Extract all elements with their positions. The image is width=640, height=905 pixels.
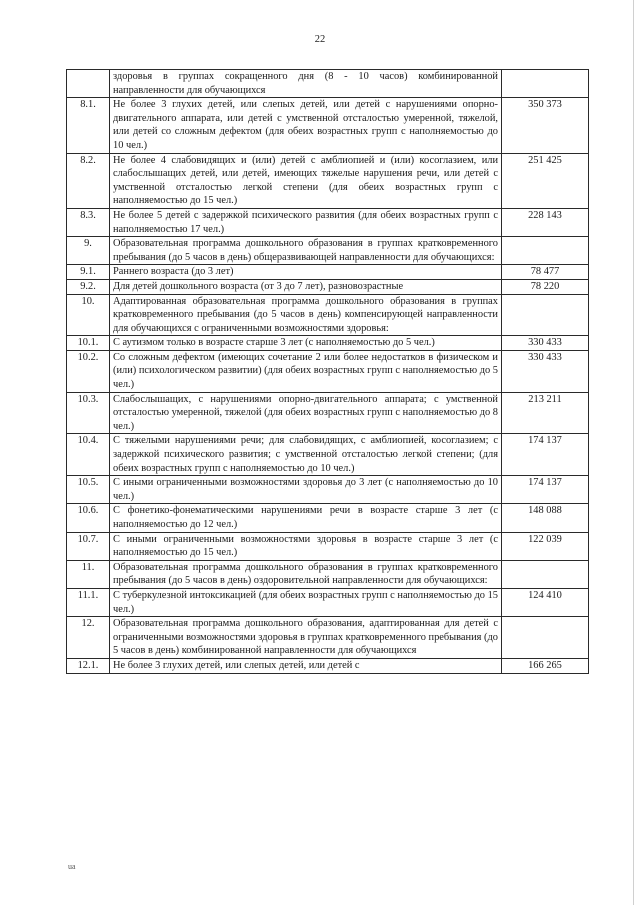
row-number: 11.	[67, 560, 110, 588]
scan-edge-line	[633, 0, 634, 905]
row-amount	[502, 294, 589, 336]
row-amount	[502, 560, 589, 588]
row-amount: 122 039	[502, 532, 589, 560]
row-description: С иными ограниченными возможностями здоровья до 3 лет (с наполняемостью до 10 чел.)	[110, 476, 502, 504]
row-amount: 213 211	[502, 392, 589, 434]
row-amount	[502, 617, 589, 659]
row-description: С туберкулезной интоксикацией (для обеих возрастных групп с наполняемостью до 15 чел.)	[110, 588, 502, 616]
page-number: 22	[314, 34, 326, 45]
table-row	[67, 279, 589, 294]
row-number: 9.	[67, 237, 110, 265]
row-description: С фонетико-фонематическими нарушениями речи в возрасте старше 3 лет (с наполняемостью до 12 чел.)	[110, 504, 502, 532]
row-description: С аутизмом только в возрасте старше 3 лет (с наполняемостью до 5 чел.)	[110, 336, 502, 351]
table-row	[67, 560, 589, 588]
row-number: 9.2.	[67, 279, 110, 294]
row-amount: 174 137	[502, 476, 589, 504]
row-amount: 228 143	[502, 208, 589, 236]
row-number: 10.1.	[67, 336, 110, 351]
table-row	[67, 504, 589, 532]
row-amount: 174 137	[502, 434, 589, 476]
table-row	[67, 476, 589, 504]
table-row	[67, 434, 589, 476]
table-row	[67, 658, 589, 673]
table-body	[67, 70, 589, 674]
row-description: С иными ограниченными возможностями здоровья в возрасте старше 3 лет (с наполняемостью до 15 чел.)	[110, 532, 502, 560]
row-number: 10.2.	[67, 350, 110, 392]
row-amount: 251 425	[502, 153, 589, 208]
row-amount	[502, 70, 589, 98]
row-description: Образовательная программа дошкольного образования в группах кратковременного пребывания (до 5 часов в день) оздоровительной направленности для обучающихся:	[110, 560, 502, 588]
table-row	[67, 588, 589, 616]
row-description: Не более 4 слабовидящих и (или) детей с амблиопией и (или) косоглазием, или слабослышащих детей, или детей, имеющих тяжелые нарушения речи, или детей с умственной отсталостью легкой степени (для обеих возрастных групп с наполняемостью до 15 чел.)	[110, 153, 502, 208]
row-amount: 330 433	[502, 350, 589, 392]
row-number: 10.6.	[67, 504, 110, 532]
row-description: Не более 3 глухих детей, или слепых детей, или детей с	[110, 658, 502, 673]
table-row	[67, 237, 589, 265]
table-row	[67, 294, 589, 336]
row-amount: 166 265	[502, 658, 589, 673]
row-description: С тяжелыми нарушениями речи; для слабовидящих, с амблиопией, косоглазием; с задержкой психического развития; с умственной отсталостью легкой степени; (для обеих возрастных групп с наполняемостью до 10 чел.)	[110, 434, 502, 476]
row-amount: 78 220	[502, 279, 589, 294]
row-number: 10.5.	[67, 476, 110, 504]
row-number: 10.4.	[67, 434, 110, 476]
row-description: здоровья в группах сокращенного дня (8 - 10 часов) комбинированной направленности для обучающихся	[110, 70, 502, 98]
tariff-table	[66, 69, 589, 674]
table-row	[67, 208, 589, 236]
row-description: Образовательная программа дошкольного образования в группах кратковременного пребывания (до 5 часов в день) общеразвивающей направленности для обучающихся:	[110, 237, 502, 265]
table-row	[67, 617, 589, 659]
row-description: Для детей дошкольного возраста (от 3 до 7 лет), разновозрастные	[110, 279, 502, 294]
row-number: 10.	[67, 294, 110, 336]
row-description: Образовательная программа дошкольного образования, адаптированная для детей с ограниченными возможностями здоровья в группах кратковременного пребывания (до 5 часов в день) комбинированной направленности для обучающихся	[110, 617, 502, 659]
row-description: Слабослышащих, с нарушениями опорно-двигательного аппарата; с умственной отсталостью умеренной, тяжелой (для обеих возрастных групп с наполняемостью до 8 чел.)	[110, 392, 502, 434]
row-number: 11.1.	[67, 588, 110, 616]
row-amount	[502, 237, 589, 265]
row-amount: 124 410	[502, 588, 589, 616]
table-row	[67, 70, 589, 98]
footer-mark: ua	[68, 862, 76, 871]
row-number: 8.1.	[67, 98, 110, 153]
row-number: 10.7.	[67, 532, 110, 560]
row-number	[67, 70, 110, 98]
row-description: Не более 5 детей с задержкой психического развития (для обеих возрастных групп с наполняемостью 17 чел.)	[110, 208, 502, 236]
row-number: 8.3.	[67, 208, 110, 236]
row-description: Не более 3 глухих детей, или слепых детей, или детей с нарушениями опорно-двигательного аппарата, или детей с умственной отсталостью умеренной, тяжелой, или детей со сложным дефектом (для обеих возрастных групп с наполняемостью до 10 чел.)	[110, 98, 502, 153]
row-amount: 350 373	[502, 98, 589, 153]
table-row	[67, 532, 589, 560]
row-number: 9.1.	[67, 265, 110, 280]
row-number: 12.	[67, 617, 110, 659]
row-amount: 148 088	[502, 504, 589, 532]
row-amount: 330 433	[502, 336, 589, 351]
row-amount: 78 477	[502, 265, 589, 280]
row-number: 12.1.	[67, 658, 110, 673]
table-row	[67, 98, 589, 153]
table-row	[67, 336, 589, 351]
table-row	[67, 153, 589, 208]
table-row	[67, 265, 589, 280]
row-description: Адаптированная образовательная программа дошкольного образования в группах кратковременного пребывания (до 5 часов в день) компенсирующей направленности для обучающихся с ограниченными возможностями здоровья:	[110, 294, 502, 336]
row-description: Со сложным дефектом (имеющих сочетание 2 или более недостатков в физическом и (или) психологическом развитии) (для обеих возрастных групп с наполняемостью до 5 чел.)	[110, 350, 502, 392]
table-row	[67, 350, 589, 392]
row-description: Раннего возраста (до 3 лет)	[110, 265, 502, 280]
row-number: 8.2.	[67, 153, 110, 208]
row-number: 10.3.	[67, 392, 110, 434]
table-row	[67, 392, 589, 434]
